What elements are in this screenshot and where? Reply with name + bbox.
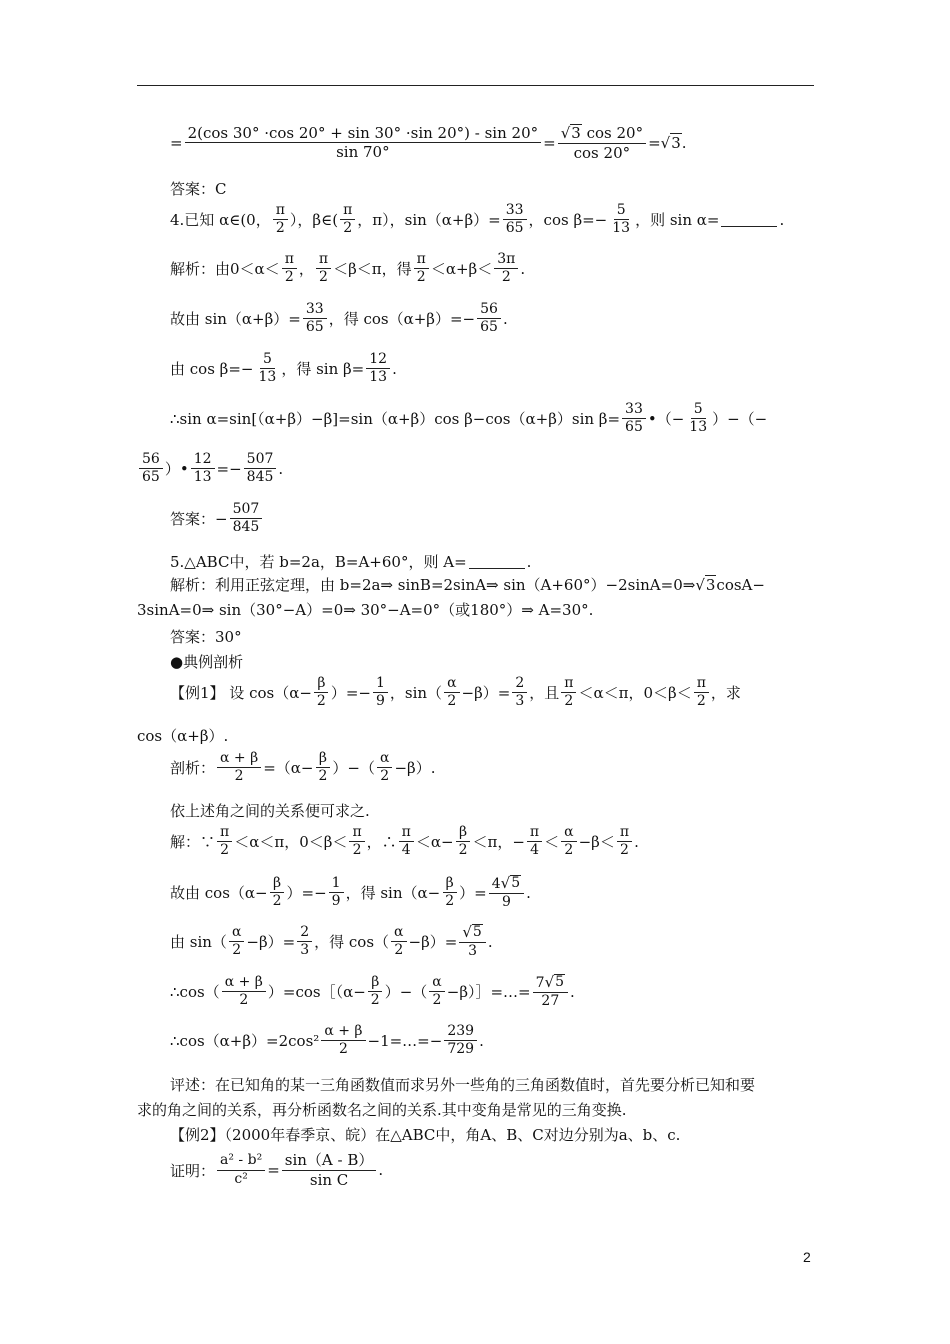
solution-line: 解：∵ $\frac{\pi}{2}$ ＜α＜π，0＜β＜ $\frac{\pi}{2}$ ，∴ $\frac{\pi}{4}$ ＜α− $\frac{\beta}{2}$ ＜π，− $\frac{\pi}{4}$ ＜ $\frac{\alpha}{2}$ −β＜ $\frac{\pi}{2}$ . [170, 824, 639, 859]
fraction: $\frac{\alpha}{2}$ [229, 925, 244, 959]
equation-line [170, 124, 687, 161]
sqrt: √ 5 [462, 923, 482, 941]
text: = [170, 133, 183, 152]
header-rule [137, 85, 814, 86]
fraction: $\frac{\beta}{2}$ [456, 825, 471, 859]
fraction: 4 √ 5 9 [489, 875, 524, 911]
sqrt: √ 3 [695, 576, 716, 594]
text: = [648, 133, 661, 152]
question-4: 4.已知 α∈(0， $\frac{\pi}{2}$ ），β∈( $\frac{\pi}{2}$ ，π），sin（α+β）= $\frac{33}{65}$ ，cos β=− $\frac{5}{13}$ ，则 sin α= . [170, 202, 785, 237]
fraction: $\frac{\pi}{2}$ [617, 825, 632, 859]
fraction: $\frac{\beta}{2}$ [270, 876, 285, 910]
fraction: $\frac{\beta}{2}$ [442, 876, 457, 910]
fraction: $\frac{5}{13}$ [612, 202, 631, 237]
fraction: $\frac{\alpha + \beta}{2}$ [321, 1024, 365, 1058]
solution-line: 解析：由0＜α＜ $\frac{\pi}{2}$ ， $\frac{\pi}{2}$ ＜β＜π，得 $\frac{\pi}{2}$ ＜α+β＜ $\frac{3\pi}{2}$ . [170, 251, 526, 286]
remark-line: 求的角之间的关系，再分析函数名之间的关系.其中变角是常见的三角变换. [137, 1101, 627, 1119]
fraction: $\frac{507}{845}$ [230, 502, 263, 536]
fraction: $\frac{\beta}{2}$ [314, 676, 329, 710]
proof-line: 证明： $\frac{\text{a² - b²}}{\text{c²}}$ = $\frac{\sin(A - B)}{\text{sin C}}$ . [170, 1151, 384, 1189]
answer-blank [469, 554, 525, 569]
sqrt: √ 5 [500, 874, 521, 892]
fraction: $\frac{507}{845}$ [244, 452, 277, 486]
example-2: 【例2】（2000年春季京、皖）在△ABC中，角A、B、C对边分别为a、b、c. [170, 1126, 681, 1144]
sqrt: √ 3 [660, 134, 681, 152]
fraction: $\frac{\text{a² - b²}}{\text{c²}}$ [217, 1153, 265, 1187]
fraction: $\frac{\alpha + \beta}{2}$ [217, 751, 261, 785]
fraction: $\frac{\beta}{2}$ [368, 975, 383, 1009]
fraction: $\frac{\sin(A - B)}{\text{sin C}}$ [282, 1152, 377, 1188]
text: . [681, 133, 687, 152]
answer: 答案：30° [170, 628, 242, 646]
page-number: 2 [803, 1249, 811, 1265]
sqrt: √ 5 [544, 973, 565, 991]
fraction: $\frac{33}{65}$ [303, 302, 327, 336]
fraction: $\frac{\pi}{2}$ [217, 825, 232, 859]
fraction: $\frac{5}{13}$ [689, 401, 708, 436]
fraction: $\frac{\pi}{2}$ [273, 203, 288, 237]
fraction: $\frac{\pi}{4}$ [399, 825, 414, 859]
section-heading: ●典例剖析 [170, 653, 244, 671]
fraction: $\frac{\pi}{2}$ [694, 676, 709, 710]
text: = [543, 133, 556, 152]
fraction: $\frac{\pi}{2}$ [340, 203, 355, 237]
fraction: $\frac{33}{65}$ [622, 402, 646, 436]
fraction: $\frac{\pi}{2}$ [282, 252, 297, 286]
text-line: 依上述角之间的关系便可求之. [170, 802, 370, 820]
solution-line: 由 cos β=− $\frac{5}{13}$ ，得 sin β= $\frac{12}{13}$ . [170, 351, 397, 386]
solution-line: 由 sin（ $\frac{\alpha}{2}$ −β）= $\frac{2}{3}$ ，得 cos（ $\frac{\alpha}{2}$ −β）= √ 5 3 . [170, 923, 493, 960]
fraction: 7 √ 5 27 [533, 974, 568, 1010]
remark-line: 评述：在已知角的某一三角函数值而求另外一些角的三角函数值时，首先要分析已知和要 [170, 1076, 756, 1094]
fraction: $\frac{\alpha}{2}$ [391, 925, 406, 959]
answer: 答案：− $\frac{507}{845}$ [170, 502, 264, 536]
fraction: $\frac{\alpha}{2}$ [377, 751, 392, 785]
example-1: 【例1】 设 cos（α− $\frac{\beta}{2}$ ）=− $\frac{1}{9}$ ，sin（ $\frac{\alpha}{2}$ −β）= $\frac{2}{3}$ ，且 $\frac{\pi}{2}$ ＜α＜π，0＜β＜ $\frac{\pi}{2}$ ，求 [170, 675, 741, 710]
fraction: $\frac{239}{729}$ [444, 1024, 477, 1058]
solution-line: $\frac{56}{65}$ ）• $\frac{12}{13}$ =− $\frac{507}{845}$ . [137, 452, 283, 486]
fraction: $\frac{\alpha}{2}$ [561, 825, 576, 859]
fraction: $\frac{\alpha}{2}$ [444, 676, 459, 710]
fraction: $\frac{\pi}{2}$ [349, 825, 364, 859]
fraction: $\frac{2}{3}$ [297, 925, 312, 959]
answer: 答案：C [170, 180, 227, 198]
fraction: $\frac{56}{65}$ [477, 302, 501, 336]
solution-line: 3sinA=0⇒ sin（30°−A）=0⇒ 30°−A=0°（或180°）⇒ A=30°. [137, 601, 594, 619]
fraction: $\frac{\pi}{4}$ [527, 825, 542, 859]
fraction: $\frac{33}{65}$ [503, 203, 527, 237]
analysis-line: 剖析： $\frac{\alpha + \beta}{2}$ =（α− $\frac{\beta}{2}$ ）−（ $\frac{\alpha}{2}$ −β）. [170, 750, 436, 785]
fraction: $\frac{2}{3}$ [512, 676, 527, 710]
fraction: $\frac{\beta}{2}$ [315, 751, 330, 785]
fraction: $\frac{3\pi}{2}$ [494, 252, 518, 286]
answer-blank [721, 212, 777, 227]
fraction: $\frac{\pi}{2}$ [316, 252, 331, 286]
fraction: √ 3 cos 20° cos 20° [558, 124, 646, 161]
fraction: $\frac{56}{65}$ [139, 452, 163, 486]
fraction: $\frac{1}{9}$ [373, 676, 388, 710]
solution-line: 解析：利用正弦定理，由 b=2a⇒ sinB=2sinA⇒ sin（A+60°）−2sinA=0⇒ √ 3 cosA− [170, 575, 765, 594]
sqrt: √ 3 [560, 124, 581, 142]
fraction: $\frac{1}{9}$ [329, 876, 344, 910]
fraction: $\frac{\alpha}{2}$ [429, 975, 444, 1009]
solution-line: 故由 sin（α+β）= $\frac{33}{65}$ ，得 cos（α+β）=− $\frac{56}{65}$ . [170, 301, 508, 336]
fraction: $\frac{\pi}{2}$ [561, 676, 576, 710]
fraction: $\frac{\alpha + \beta}{2}$ [222, 975, 266, 1009]
fraction: √ 5 3 [459, 924, 485, 960]
solution-line: ∴sin α=sin[（α+β）−β]=sin（α+β）cos β−cos（α+β）sin β= $\frac{33}{65}$ •（− $\frac{5}{13}$ ）−（− [170, 401, 768, 436]
question-5: 5.△ABC中，若 b=2a，B=A+60°，则 A= . [170, 552, 532, 571]
fraction: $\frac{12}{13}$ [366, 352, 390, 386]
fraction: $\frac{5}{13}$ [258, 351, 277, 386]
solution-line: ∴cos（α+β）=2cos² $\frac{\alpha + \beta}{2}$ −1=…=− $\frac{239}{729}$ . [170, 1023, 484, 1058]
solution-line: ∴cos（ $\frac{\alpha + \beta}{2}$ ）=cos［（α− $\frac{\beta}{2}$ ）−（ $\frac{\alpha}{2}$ −β）］=…= 7 √ 5 27 . [170, 973, 575, 1010]
fraction: $\frac{2(\cos 30^\circ \cdot\cos 20^\circ + \sin 30^\circ \cdot\sin 20^\circ) - \sin 20^\circ}{\sin 70^\circ}$ [185, 125, 542, 161]
solution-line: 故由 cos（α− $\frac{\beta}{2}$ ）=− $\frac{1}{9}$ ，得 sin（α− $\frac{\beta}{2}$ ）= 4 √ 5 9 . [170, 874, 531, 911]
example-1-cont: cos（α+β）. [137, 727, 229, 745]
fraction: $\frac{\pi}{2}$ [414, 252, 429, 286]
fraction: $\frac{12}{13}$ [191, 452, 215, 486]
